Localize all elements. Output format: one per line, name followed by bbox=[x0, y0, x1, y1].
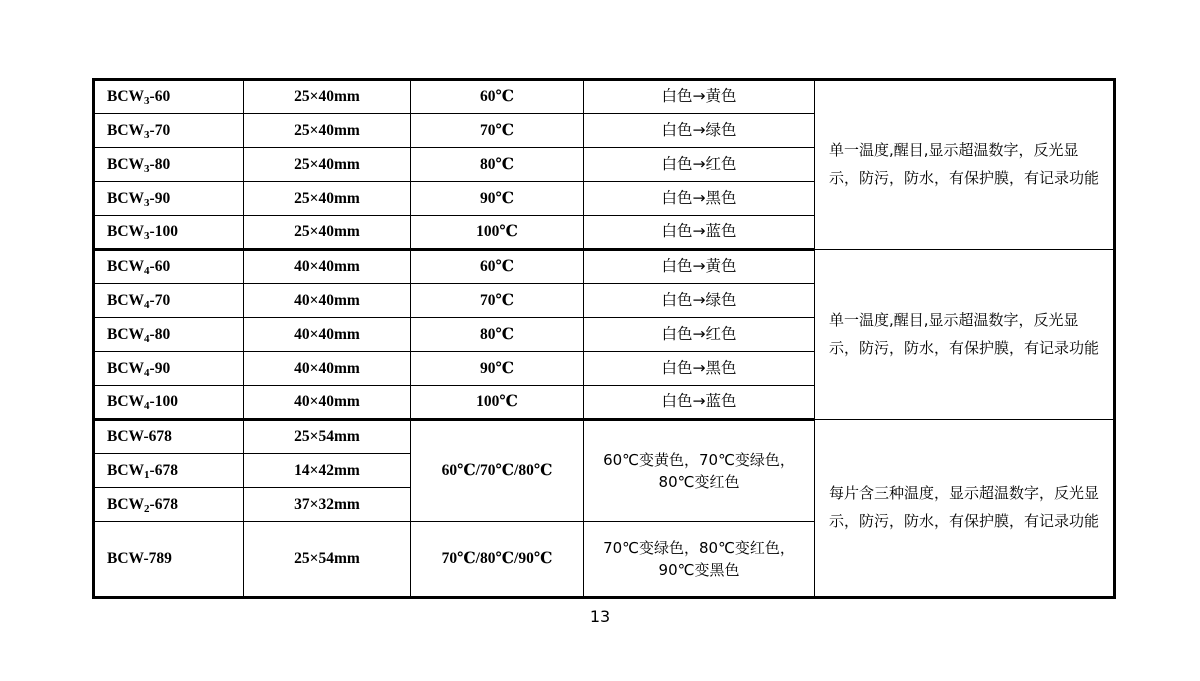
cell-notes bbox=[815, 80, 1115, 250]
cell-temperature bbox=[411, 114, 584, 148]
temperature-text: 70℃/80℃/90℃ bbox=[441, 550, 553, 568]
cell-model-code bbox=[94, 114, 244, 148]
cell-temperature bbox=[411, 284, 584, 318]
temperature-text: 100℃ bbox=[476, 393, 518, 411]
temperature-text: 80℃ bbox=[479, 155, 515, 173]
cell-temperature bbox=[411, 318, 584, 352]
color-change-text: 白色→红色 bbox=[661, 154, 737, 173]
cell-color-change bbox=[584, 216, 815, 250]
table-row bbox=[94, 80, 1115, 114]
temperature-text: 90℃ bbox=[479, 359, 515, 377]
size-text: 40×40mm bbox=[294, 325, 360, 343]
cell-size bbox=[244, 420, 411, 454]
cell-color-change bbox=[584, 386, 815, 420]
notes-text: 单一温度,醒目,显示超温数字，反光显示，防污，防水，有保护膜，有记录功能 bbox=[829, 141, 1100, 187]
size-text: 25×40mm bbox=[294, 155, 360, 173]
size-text: 25×40mm bbox=[294, 189, 360, 207]
color-change-text: 白色→蓝色 bbox=[661, 222, 737, 241]
notes-text: 单一温度,醒目,显示超温数字，反光显示，防污，防水，有保护膜，有记录功能 bbox=[829, 310, 1100, 357]
size-text: 14×42mm bbox=[294, 461, 360, 479]
color-change-text: 70℃变绿色，80℃变红色，90℃变黑色 bbox=[603, 538, 795, 579]
model-code-text: $BCW_4-80$ bbox=[107, 325, 171, 345]
cell-size bbox=[244, 216, 411, 250]
cell-size bbox=[244, 80, 411, 114]
temperature-text: 90℃ bbox=[479, 189, 515, 207]
cell-color-change bbox=[584, 318, 815, 352]
size-text: 40×40mm bbox=[294, 359, 360, 377]
cell-size bbox=[244, 318, 411, 352]
size-text: 25×40mm bbox=[294, 121, 360, 139]
cell-color-change bbox=[584, 420, 815, 522]
model-code-text: $BCW_4-90$ bbox=[107, 359, 171, 379]
cell-temperature bbox=[411, 148, 584, 182]
cell-model-code bbox=[94, 318, 244, 352]
model-code-text: $BCW_4-60$ bbox=[107, 258, 171, 278]
size-text: 25×40mm bbox=[294, 223, 360, 241]
model-code-text: BCW-789 bbox=[107, 550, 172, 568]
model-code-text: $BCW_3-90$ bbox=[107, 189, 171, 209]
color-change-text: 白色→黄色 bbox=[661, 87, 737, 106]
cell-model-code bbox=[94, 386, 244, 420]
cell-temperature bbox=[411, 352, 584, 386]
model-code-text: $BCW_4-70$ bbox=[107, 291, 171, 311]
cell-temperature bbox=[411, 420, 584, 522]
table-row bbox=[94, 420, 1115, 454]
cell-size bbox=[244, 488, 411, 522]
temperature-text: 60℃ bbox=[479, 258, 515, 276]
temperature-text: 70℃ bbox=[479, 121, 515, 139]
cell-size bbox=[244, 454, 411, 488]
cell-temperature bbox=[411, 80, 584, 114]
cell-size bbox=[244, 522, 411, 598]
size-text: 37×32mm bbox=[294, 495, 360, 513]
cell-color-change bbox=[584, 80, 815, 114]
cell-color-change bbox=[584, 352, 815, 386]
cell-temperature bbox=[411, 522, 584, 598]
cell-temperature bbox=[411, 250, 584, 284]
size-text: 40×40mm bbox=[294, 258, 360, 276]
color-change-text: 白色→绿色 bbox=[661, 290, 737, 309]
cell-size bbox=[244, 386, 411, 420]
cell-temperature bbox=[411, 216, 584, 250]
size-text: 25×54mm bbox=[294, 550, 360, 568]
model-code-text: $BCW_3-100$ bbox=[107, 223, 178, 243]
cell-temperature bbox=[411, 386, 584, 420]
size-text: 25×40mm bbox=[294, 88, 360, 106]
cell-model-code bbox=[94, 148, 244, 182]
cell-color-change bbox=[584, 182, 815, 216]
cell-color-change bbox=[584, 250, 815, 284]
cell-size bbox=[244, 284, 411, 318]
color-change-text: 白色→蓝色 bbox=[661, 392, 737, 411]
temperature-text: 80℃ bbox=[479, 325, 515, 343]
model-code-text: $BCW_3-60$ bbox=[107, 88, 171, 108]
cell-size bbox=[244, 114, 411, 148]
model-code-text: $BCW_3-70$ bbox=[107, 121, 171, 141]
cell-color-change bbox=[584, 148, 815, 182]
cell-model-code bbox=[94, 80, 244, 114]
size-text: 40×40mm bbox=[294, 393, 360, 411]
cell-size bbox=[244, 250, 411, 284]
color-change-text: 白色→红色 bbox=[661, 324, 737, 343]
cell-model-code bbox=[94, 420, 244, 454]
cell-notes bbox=[815, 420, 1115, 598]
cell-model-code bbox=[94, 352, 244, 386]
cell-model-code bbox=[94, 488, 244, 522]
size-text: 40×40mm bbox=[294, 291, 360, 309]
cell-model-code bbox=[94, 182, 244, 216]
size-text: 25×54mm bbox=[294, 428, 360, 446]
model-code-text: $BCW_1-678$ bbox=[107, 461, 178, 481]
cell-size bbox=[244, 182, 411, 216]
cell-model-code bbox=[94, 522, 244, 598]
cell-color-change bbox=[584, 114, 815, 148]
color-change-text: 60℃变黄色，70℃变绿色，80℃变红色 bbox=[603, 450, 795, 491]
cell-model-code bbox=[94, 216, 244, 250]
temperature-text: 100℃ bbox=[476, 223, 518, 241]
model-code-text: $BCW_4-100$ bbox=[107, 393, 178, 413]
table-row bbox=[94, 250, 1115, 284]
color-change-text: 白色→黑色 bbox=[661, 358, 737, 377]
cell-color-change bbox=[584, 522, 815, 598]
cell-temperature bbox=[411, 182, 584, 216]
cell-notes bbox=[815, 250, 1115, 420]
notes-text: 每片含三种温度，显示超温数字，反光显示，防污，防水，有保护膜，有记录功能 bbox=[829, 484, 1100, 530]
cell-model-code bbox=[94, 284, 244, 318]
cell-model-code bbox=[94, 250, 244, 284]
temperature-text: 70℃ bbox=[479, 291, 515, 309]
cell-size bbox=[244, 148, 411, 182]
model-code-text: $BCW_3-80$ bbox=[107, 155, 171, 175]
temperature-label-spec-table bbox=[92, 78, 1116, 599]
spec-table-container bbox=[92, 78, 1108, 599]
temperature-text: 60℃/70℃/80℃ bbox=[441, 462, 553, 480]
temperature-text: 60℃ bbox=[479, 88, 515, 106]
page-number: 13 bbox=[589, 607, 611, 626]
color-change-text: 白色→黑色 bbox=[661, 188, 737, 207]
cell-model-code bbox=[94, 454, 244, 488]
color-change-text: 白色→绿色 bbox=[661, 120, 737, 139]
model-code-text: BCW-678 bbox=[107, 428, 172, 446]
color-change-text: 白色→黄色 bbox=[661, 257, 737, 276]
model-code-text: $BCW_2-678$ bbox=[107, 495, 178, 515]
cell-size bbox=[244, 352, 411, 386]
cell-color-change bbox=[584, 284, 815, 318]
